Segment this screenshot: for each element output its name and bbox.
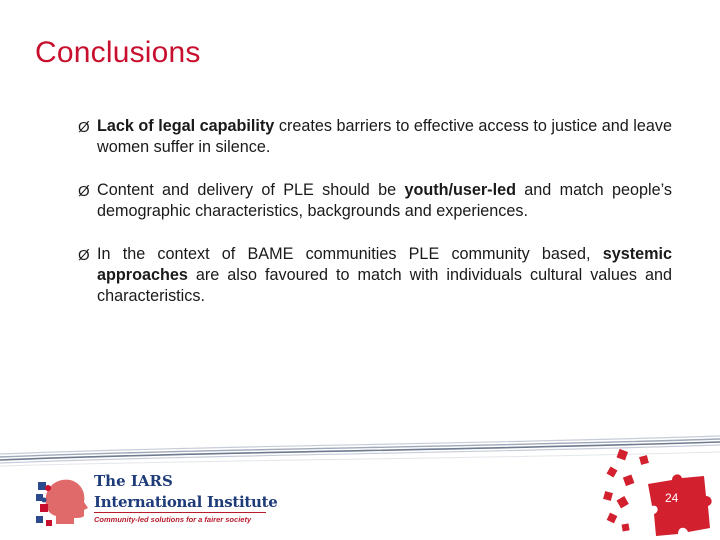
bullet-text: Content and delivery of PLE should be xyxy=(97,181,405,199)
slide-title: Conclusions xyxy=(35,36,201,69)
page-number: 24 xyxy=(665,491,679,505)
logo-title-line1: The IARS xyxy=(94,472,173,490)
arrow-bullet-icon: Ø xyxy=(78,247,90,264)
bullet-text: are also favoured to match with individuals cultural values and characteristics. xyxy=(97,266,672,305)
bullet-list xyxy=(78,116,672,329)
bullet-text: and match people’s demographic characteristics, backgrounds and experiences. xyxy=(97,181,672,220)
logo-tagline: Community-led solutions for a fairer society xyxy=(94,515,252,524)
bullet-text: creates barriers to effective access to justice and leave women suffer in silence. xyxy=(97,117,672,156)
bullet-item xyxy=(78,116,672,158)
bullet-text-bold: Lack of legal capability xyxy=(97,117,275,135)
arrow-bullet-icon: Ø xyxy=(78,183,90,200)
puzzle-pieces-icon xyxy=(600,446,720,540)
bullet-text-bold: systemic approaches xyxy=(97,245,672,284)
iars-logo xyxy=(30,468,290,530)
logo-title-line2: International Institute xyxy=(94,493,278,511)
bullet-item xyxy=(78,244,672,307)
bullet-text: In the context of BAME communities PLE community based, xyxy=(97,245,603,263)
head-puzzle-logo-icon xyxy=(34,472,92,530)
logo-divider xyxy=(94,512,266,513)
bullet-text-bold: youth/user-led xyxy=(404,181,516,199)
bullet-item xyxy=(78,180,672,222)
arrow-bullet-icon: Ø xyxy=(78,119,90,136)
